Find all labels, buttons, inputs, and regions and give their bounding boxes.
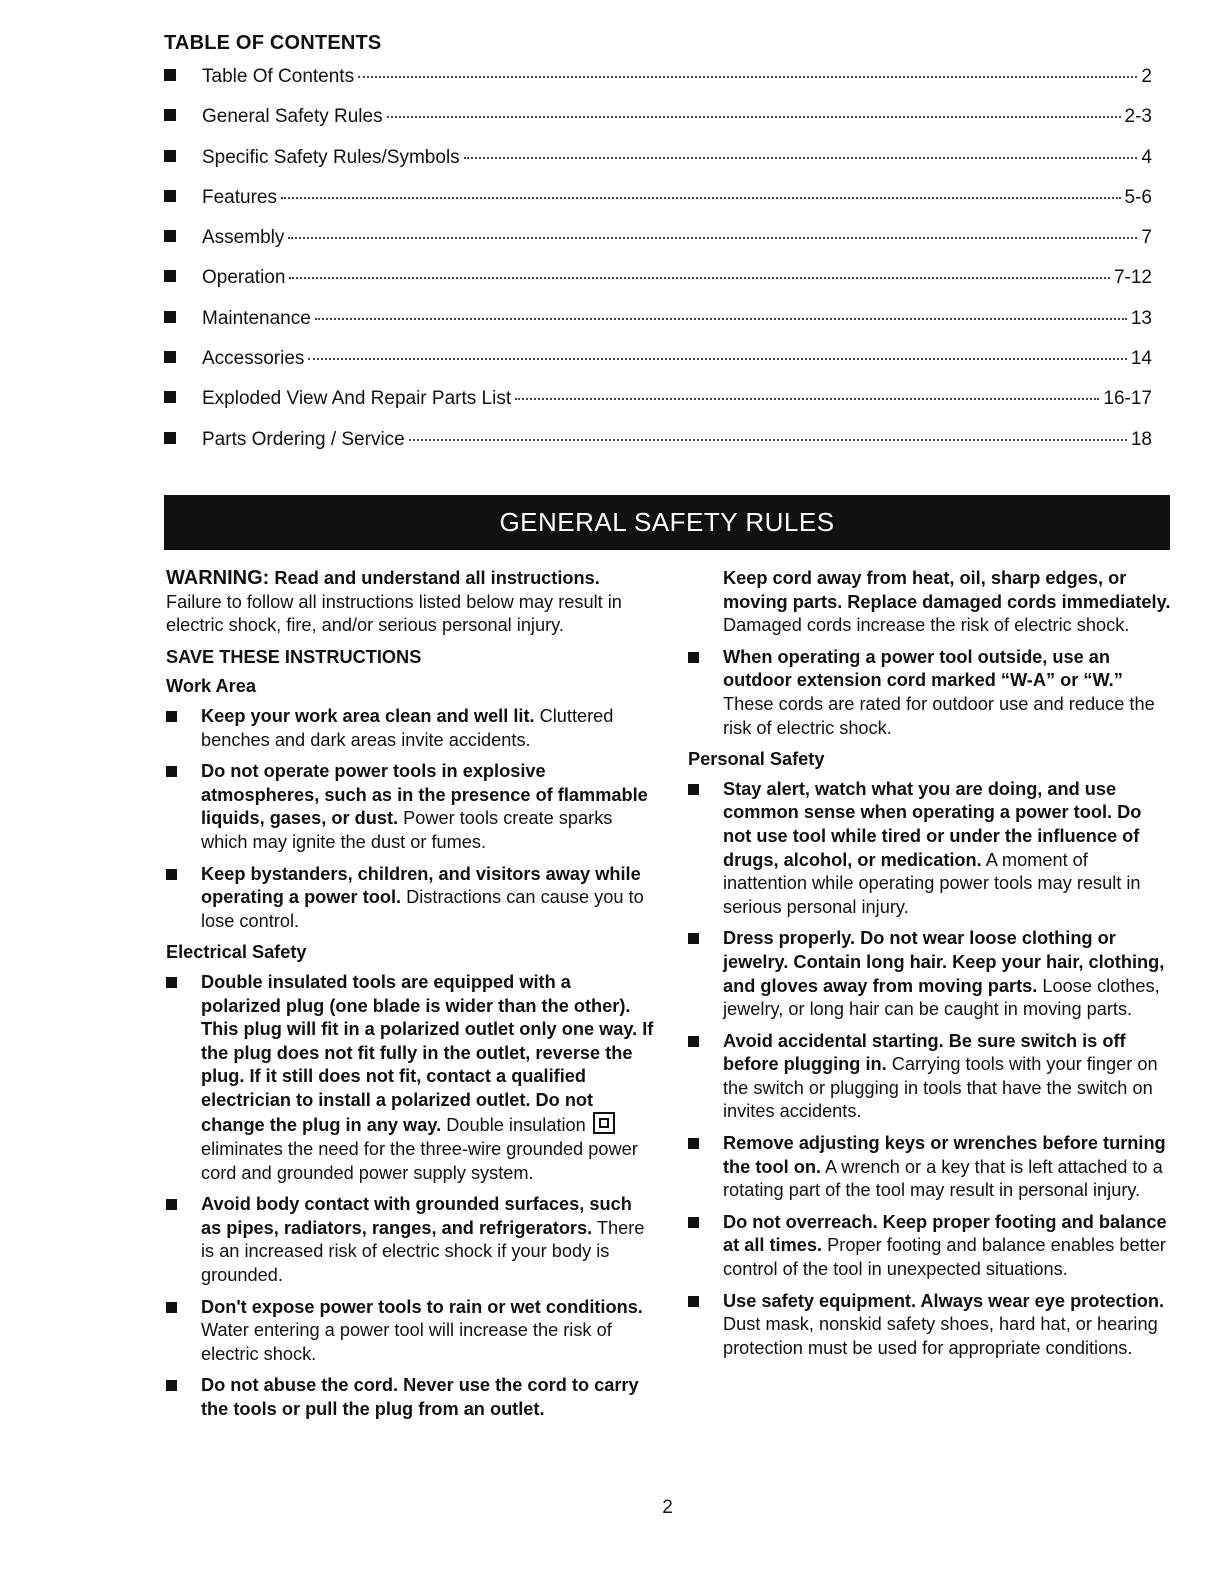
toc-item-label: Features: [202, 186, 277, 208]
toc-item[interactable]: [164, 227, 1152, 267]
rule-bold: Use safety equipment. Always wear eye protection.: [723, 1290, 1165, 1311]
left-column: [166, 567, 654, 1430]
page-number: 2: [662, 1497, 673, 1518]
double-insulation-icon: [593, 1112, 615, 1134]
rule-bold: Remove adjusting keys or wrenches before turning the tool on.: [723, 1133, 1166, 1177]
bullet-icon: [688, 1296, 699, 1307]
safety-rule: [166, 760, 654, 854]
rule-bold: Stay alert, watch what you are doing, and use common sense when operating a power tool. Do not use tool while tired or under the influence of drugs, alcohol, or medication.: [723, 778, 1142, 870]
warning-label: WARNING:: [166, 567, 270, 589]
safety-rule: [688, 646, 1174, 740]
toc-item-page: 14: [1130, 348, 1152, 370]
save-instructions-heading: SAVE THESE INSTRUCTIONS: [166, 646, 422, 667]
safety-rule: [166, 1296, 654, 1367]
bullet-icon: [164, 230, 176, 242]
toc-item[interactable]: [164, 388, 1152, 428]
dot-leader: [387, 116, 1121, 118]
toc-item[interactable]: [164, 106, 1152, 146]
toc-item-label: Maintenance: [202, 307, 311, 329]
bullet-icon: [166, 977, 177, 988]
bullet-icon: [164, 190, 176, 202]
rule-text: Power tools create sparks which may ignite the dust or fumes.: [201, 808, 613, 852]
right-column: [688, 567, 1174, 1368]
toc-item[interactable]: [164, 308, 1152, 348]
dot-leader: [289, 277, 1110, 279]
toc-item-page: 16-17: [1103, 388, 1152, 410]
safety-rule: [688, 1290, 1174, 1361]
bullet-icon: [164, 69, 176, 81]
toc-item-page: 2: [1141, 66, 1152, 87]
rule-text: Double insulation: [441, 1115, 591, 1136]
dot-leader: [515, 398, 1099, 400]
toc-title: TABLE OF CONTENTS: [164, 32, 382, 54]
toc-item-page: 4: [1141, 146, 1152, 168]
toc-item-page: 7-12: [1113, 267, 1152, 289]
bullet-icon: [166, 869, 177, 880]
rule-bold: Keep cord away from heat, oil, sharp edges, or moving parts. Replace damaged cords immediately.: [723, 568, 1171, 612]
rule-text: Cluttered benches and dark areas invite accidents.: [201, 705, 614, 750]
toc-item-label: Specific Safety Rules/Symbols: [202, 146, 460, 168]
continued-rule: [688, 567, 1174, 638]
section-banner: GENERAL SAFETY RULES: [164, 495, 1170, 550]
toc-item[interactable]: [164, 267, 1152, 307]
dot-leader: [315, 318, 1127, 320]
toc-list: [164, 66, 1152, 469]
toc-item-page: 13: [1130, 307, 1152, 329]
safety-rule: [166, 1374, 654, 1421]
rule-text: Damaged cords increase the risk of electric shock.: [723, 615, 1130, 636]
toc-item-label: Parts Ordering / Service: [202, 428, 405, 450]
rule-text: A wrench or a key that is left attached to a rotating part of the tool may result in personal injury.: [723, 1156, 1163, 1201]
bullet-icon: [688, 1138, 699, 1149]
personal-safety-heading: Personal Safety: [688, 749, 825, 770]
rule-text: These cords are rated for outdoor use and reduce the risk of electric shock.: [723, 693, 1155, 738]
rule-text: Distractions can cause you to lose control.: [201, 887, 644, 931]
bullet-icon: [688, 933, 699, 944]
dot-leader: [464, 157, 1138, 159]
safety-rule: [688, 1211, 1174, 1282]
electrical-safety-heading: Electrical Safety: [166, 942, 307, 963]
rule-bold: Do not overreach. Keep proper footing and balance at all times.: [723, 1211, 1167, 1256]
rule-bold: Avoid accidental starting. Be sure switch is off before plugging in.: [723, 1030, 1126, 1075]
rule-text: Carrying tools with your finger on the switch or plugging in tools that have the switch on invites accidents.: [723, 1054, 1158, 1122]
rule-text: There is an increased risk of electric shock if your body is grounded.: [201, 1217, 645, 1286]
toc-item-label: General Safety Rules: [202, 106, 383, 128]
rule-bold: Do not operate power tools in explosive atmospheres, such as in the presence of flammable liquids, gases, or dust.: [201, 761, 648, 829]
bullet-icon: [166, 766, 177, 777]
bullet-icon: [166, 1302, 177, 1313]
rule-bold: Avoid body contact with grounded surfaces, such as pipes, radiators, ranges, and refrigerators.: [201, 1194, 632, 1238]
warning-paragraph: [166, 567, 654, 638]
rule-text: A moment of inattention while operating power tools may result in serious personal injury.: [723, 849, 1141, 917]
bullet-icon: [688, 1217, 699, 1228]
toc-item[interactable]: [164, 187, 1152, 227]
warning-bold: Read and understand all instructions.: [269, 568, 600, 588]
toc-item-label: Accessories: [202, 348, 305, 370]
bullet-icon: [688, 652, 699, 663]
rule-bold: Double insulated tools are equipped with a polarized plug (one blade is wider than the other). This plug will fit in a polarized outlet only one way. If the plug does not fit fully in the outlet, reverse the plug. If it still does not fit, contact a qualified electrician to install a polarized outlet. Do not change the plug in any way.: [201, 971, 654, 1136]
bullet-icon: [164, 109, 176, 121]
safety-rule: [688, 778, 1174, 920]
rule-bold: When operating a power tool outside, use an outdoor extension cord marked “W-A” or “W.”: [723, 646, 1123, 691]
rule-text: Dust mask, nonskid safety shoes, hard hat, or hearing protection must be used for appropriate conditions.: [723, 1314, 1158, 1358]
toc-item[interactable]: [164, 66, 1152, 106]
toc-item[interactable]: [164, 429, 1152, 469]
rule-text: eliminates the need for the three-wire grounded power cord and grounded power supply system.: [201, 1139, 638, 1183]
safety-rule: [166, 971, 654, 1185]
toc-item-label: Table Of Contents: [202, 66, 355, 87]
safety-rule: [688, 927, 1174, 1021]
bullet-icon: [164, 270, 176, 282]
bullet-icon: [166, 711, 177, 722]
toc-item-label: Operation: [202, 267, 286, 289]
rule-bold: Don't expose power tools to rain or wet conditions.: [201, 1296, 643, 1317]
toc-item-label: Assembly: [202, 227, 285, 249]
dot-leader: [409, 439, 1127, 441]
bullet-icon: [688, 1036, 699, 1047]
rule-bold: Keep bystanders, children, and visitors away while operating a power tool.: [201, 863, 641, 908]
bullet-icon: [164, 311, 176, 323]
toc-item-page: 2-3: [1124, 106, 1152, 128]
bullet-icon: [164, 351, 176, 363]
work-area-heading: Work Area: [166, 676, 256, 697]
rule-bold: Do not abuse the cord. Never use the cord to carry the tools or pull the plug from an outlet.: [201, 1375, 639, 1419]
rule-text: Water entering a power tool will increase the risk of electric shock.: [201, 1320, 612, 1364]
toc-item-page: 18: [1130, 428, 1152, 450]
rule-text: Proper footing and balance enables better control of the tool in unexpected situations.: [723, 1235, 1166, 1280]
safety-rule: [166, 705, 654, 752]
bullet-icon: [164, 432, 176, 444]
toc-item[interactable]: [164, 147, 1152, 187]
bullet-icon: [164, 150, 176, 162]
rule-bold: Keep your work area clean and well lit.: [201, 705, 535, 726]
toc-item-page: 5-6: [1124, 186, 1152, 208]
safety-rule: [688, 1132, 1174, 1203]
bullet-icon: [166, 1199, 177, 1210]
dot-leader: [308, 358, 1126, 360]
safety-rule: [166, 1193, 654, 1287]
dot-leader: [288, 237, 1137, 239]
rule-text: Loose clothes, jewelry, or long hair can be caught in moving parts.: [723, 975, 1160, 1020]
dot-leader: [358, 76, 1137, 78]
warning-text: Failure to follow all instructions listed below may result in electric shock, fire, and/or serious personal injury.: [166, 591, 622, 636]
bullet-icon: [166, 1380, 177, 1391]
toc-item[interactable]: [164, 348, 1152, 388]
safety-rule: [688, 1030, 1174, 1124]
bullet-icon: [688, 784, 699, 795]
toc-item-label: Exploded View And Repair Parts List: [202, 388, 512, 410]
safety-rule: [166, 863, 654, 934]
rule-bold: Dress properly. Do not wear loose clothing or jewelry. Contain long hair. Keep your hair, clothing, and gloves away from moving parts.: [723, 928, 1165, 996]
bullet-icon: [164, 391, 176, 403]
dot-leader: [281, 197, 1121, 199]
toc-item-page: 7: [1141, 227, 1152, 249]
